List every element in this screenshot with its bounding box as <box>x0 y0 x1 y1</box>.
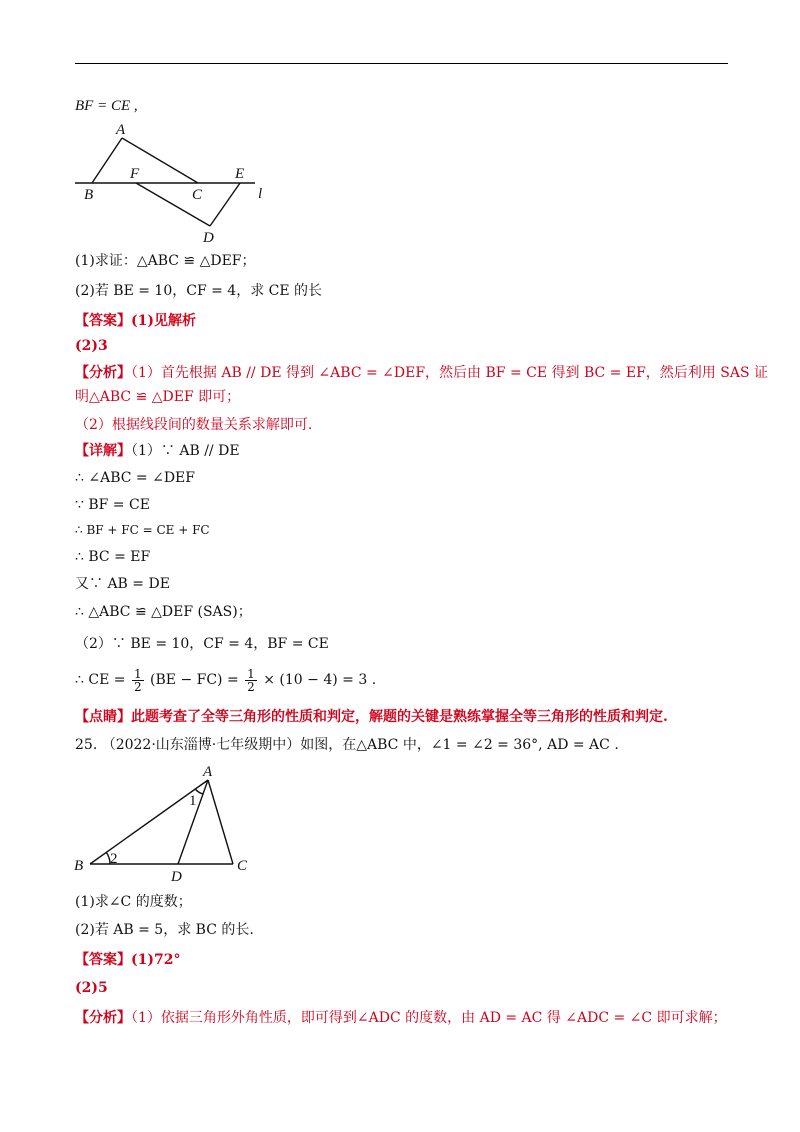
expression-be-fc: (BE − FC) = <box>150 672 239 688</box>
q1-detail-9 <box>75 665 376 695</box>
segment-ac <box>208 780 233 864</box>
q1-part1: (1)求证：△ABC ≌ △DEF； <box>75 253 256 269</box>
label-f: F <box>130 166 140 182</box>
segment-ab <box>92 138 122 183</box>
figure-2-diagram <box>70 760 260 885</box>
q1-answer-1 <box>75 311 196 331</box>
label-c: C <box>237 858 248 874</box>
ce-equals: ∴ CE = <box>75 672 126 688</box>
comment-text: 此题考查了全等三角形的性质和判定，解题的关键是熟练掌握全等三角形的性质和判定. <box>131 709 668 725</box>
analysis-tag: 【分析】 <box>75 1010 131 1026</box>
q1-analysis-2: 明△ABC ≌ △DEF 即可； <box>75 389 241 405</box>
header-rule <box>75 63 728 64</box>
q1-detail-1 <box>75 441 240 461</box>
analysis-tag: 【分析】 <box>75 365 131 381</box>
answer-text: (1)72° <box>131 952 181 968</box>
figure-1-diagram <box>70 118 280 246</box>
label-e: E <box>235 166 245 182</box>
detail-tag: 【详解】 <box>75 443 131 459</box>
q2-analysis-1 <box>75 1008 727 1028</box>
label-angle-1: 1 <box>189 793 197 809</box>
q1-analysis-1 <box>75 363 768 383</box>
q1-analysis-3: （2）根据线段间的数量关系求解即可. <box>75 417 313 433</box>
q1-detail-4: ∴ BF + FC = CE + FC <box>75 523 210 537</box>
analysis-text: （1）依据三角形外角性质，即可得到∠ADC 的度数，由 AD = AC 得 ∠ADC = ∠C 即可求解； <box>131 1010 727 1026</box>
q1-detail-6: 又∵ AB = DE <box>75 576 170 592</box>
detail-text: （1）∵ AB // DE <box>131 443 240 459</box>
expression-result: × (10 − 4) = 3 . <box>263 672 377 688</box>
q1-comment <box>75 707 668 727</box>
q1-detail-5: ∴ BC = EF <box>75 549 151 565</box>
label-a: A <box>203 764 213 780</box>
q1-answer-2: (2)3 <box>75 338 108 354</box>
label-a: A <box>116 122 126 138</box>
label-b: B <box>84 187 94 203</box>
q1-detail-8: （2）∵ BE = 10，CF = 4，BF = CE <box>75 636 329 652</box>
label-c: C <box>192 187 203 203</box>
answer-tag: 【答案】 <box>75 952 131 968</box>
label-d: D <box>171 869 182 885</box>
label-b: B <box>74 858 84 874</box>
answer-tag: 【答案】 <box>75 313 131 329</box>
given-condition: BF = CE , <box>75 98 138 114</box>
q2-answer-2: (2)5 <box>75 980 108 996</box>
fraction-half-1: $\frac{1}{2}$ <box>133 666 142 694</box>
q1-detail-7: ∴ △ABC ≌ △DEF (SAS)； <box>75 604 252 620</box>
comment-tag: 【点睛】 <box>75 709 131 725</box>
label-l: l <box>258 186 263 202</box>
q2-stem: 25. （2022·山东淄博·七年级期中）如图，在△ABC 中，∠1 = ∠2 = 36°, AD = AC . <box>75 737 619 753</box>
q1-detail-3: ∵ BF = CE <box>75 497 150 513</box>
answer-text: (1)见解析 <box>131 313 196 329</box>
fraction-half-2: $\frac{1}{2}$ <box>247 666 255 694</box>
label-d: D <box>203 230 214 246</box>
segment-de <box>210 183 240 226</box>
q2-part1: (1)求∠C 的度数； <box>75 894 192 910</box>
analysis-text: （1）首先根据 AB // DE 得到 ∠ABC = ∠DEF，然后由 BF = CE 得到 BC = EF，然后利用 SAS 证 <box>131 365 768 381</box>
q1-part2: (2)若 BE = 10，CF = 4，求 CE 的长 <box>75 283 323 299</box>
q2-answer-1 <box>75 950 180 970</box>
q1-detail-2: ∴ ∠ABC = ∠DEF <box>75 470 195 486</box>
label-angle-2: 2 <box>110 851 118 867</box>
q2-part2: (2)若 AB = 5，求 BC 的长. <box>75 922 254 938</box>
